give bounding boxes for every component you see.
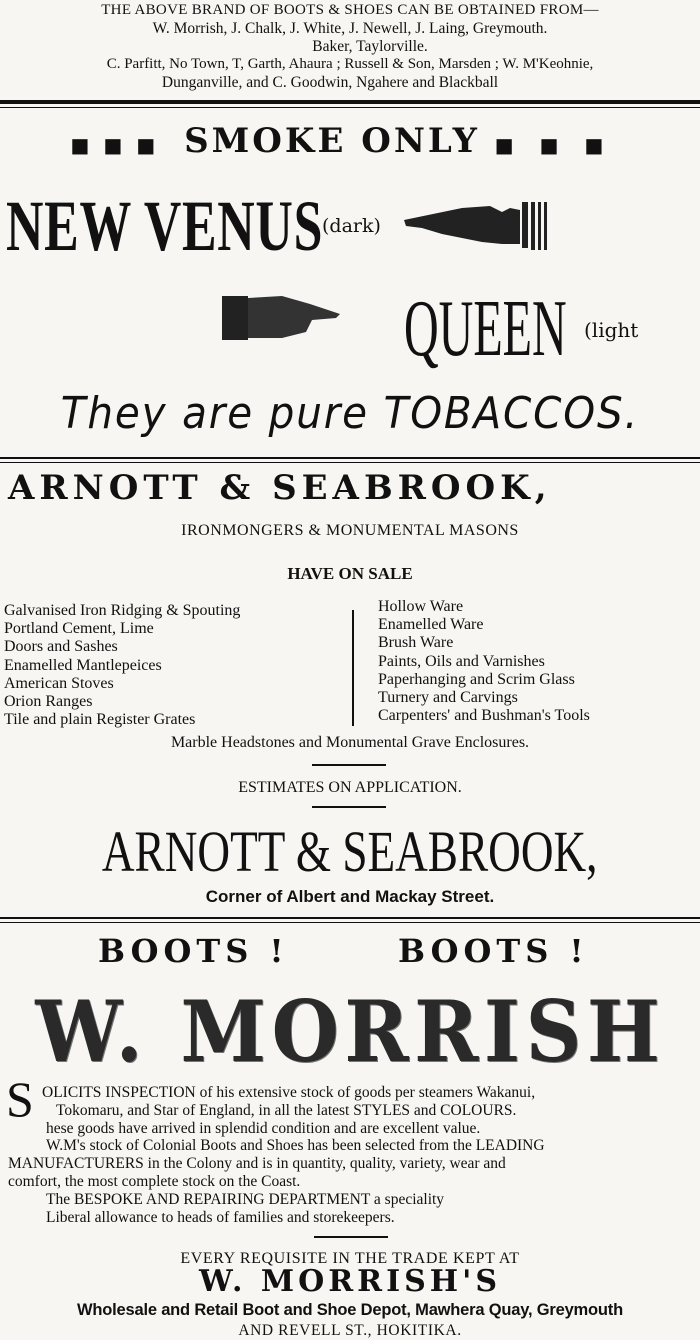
- list-item: Enamelled Ware: [378, 616, 484, 634]
- morrish-para-3c: comfort, the most complete stock on the Coast.: [8, 1173, 301, 1190]
- left-items-list: [4, 602, 240, 729]
- depot-line: Wholesale and Retail Boot and Shoe Depot, Mawhera Quay, Greymouth: [77, 1301, 623, 1319]
- marble-headstones-line: Marble Headstones and Monumental Grave Enclosures.: [170, 734, 530, 751]
- arnott-headline: ARNOTT & SEABROOK,: [8, 468, 552, 508]
- list-item: Carpenters' and Bushman's Tools: [378, 707, 590, 725]
- notice-line-1: THE ABOVE BRAND OF BOOTS & SHOES CAN BE OBTAINED FROM—: [101, 2, 599, 18]
- morrish-name-large: [0, 982, 700, 1081]
- notice-line-5: Dunganville, and C. Goodwin, Ngahere and Blackball: [161, 74, 499, 91]
- short-rule: [314, 1236, 388, 1238]
- list-item: Orion Ranges: [4, 693, 93, 711]
- morrish-para-3b: MANUFACTURERS in the Colony and is in quantity, quality, variety, wear and: [8, 1155, 506, 1172]
- morrish-para-2: hese goods have arrived in splendid condition and are excellent value.: [46, 1120, 481, 1137]
- notice-line-4: C. Parfitt, No Town, T, Garth, Ahaura ; Russell & Son, Marsden ; W. M'Keohnie,: [106, 56, 594, 72]
- arnott-name-text: ARNOTT & SEABROOK,: [102, 819, 598, 884]
- tobacco-tagline: They are pure TOBACCOS.: [60, 388, 640, 439]
- arnott-address: Corner of Albert and Mackay Street.: [205, 887, 495, 906]
- requisite-line: EVERY REQUISITE IN THE TRADE KEPT AT: [180, 1250, 520, 1267]
- notice-line-2: W. Morrish, J. Chalk, J. White, J. Newell, J. Laing, Greymouth.: [152, 20, 548, 37]
- boots-heading-2: BOOTS !: [398, 932, 589, 970]
- boots-heading-1: BOOTS !: [98, 932, 289, 970]
- divider-rule-thin: [0, 922, 700, 923]
- new-venus-text: NEW VENUS: [6, 186, 324, 266]
- right-items-list: [378, 598, 590, 725]
- dark-note: (dark): [322, 215, 381, 237]
- short-rule: [312, 764, 386, 766]
- list-item: Hollow Ware: [378, 598, 464, 615]
- notice-line-3: Baker, Taylorville.: [312, 38, 428, 55]
- column-divider: [352, 610, 354, 726]
- ornament-dots-left: ■■■: [70, 133, 170, 157]
- estimates-line: ESTIMATES ON APPLICATION.: [238, 779, 462, 796]
- divider-rule-thin: [0, 107, 700, 108]
- ornament-dots-right: ■■■: [494, 133, 630, 157]
- light-note: (light: [584, 318, 639, 342]
- revell-line: AND REVELL ST., HOKITIKA.: [238, 1322, 462, 1339]
- list-item: Paperhanging and Scrim Glass: [378, 670, 575, 688]
- pointing-hand-icon-2: [222, 292, 342, 342]
- divider-rule: [0, 457, 700, 459]
- list-item: Doors and Sashes: [4, 638, 118, 656]
- divider-rule: [0, 917, 700, 919]
- morrish-name-medium: W. MORRISH'S: [198, 1264, 501, 1299]
- divider-rule: [0, 100, 700, 104]
- list-item: Enamelled Mantlepeices: [4, 656, 162, 674]
- list-item: Portland Cement, Lime: [4, 620, 154, 638]
- morrish-para-4: The BESPOKE AND REPAIRING DEPARTMENT a speciality: [46, 1191, 445, 1208]
- list-item: Brush Ware: [378, 634, 454, 652]
- divider-rule-thin: [0, 462, 700, 463]
- pointing-hand-icon: [402, 198, 552, 250]
- smoke-only-headline: [0, 121, 700, 161]
- list-item: Galvanised Iron Ridging & Spouting: [4, 602, 241, 619]
- morrish-para-1b: Tokomaru, and Star of England, in all the latest STYLES and COLOURS.: [56, 1102, 517, 1119]
- arnott-subtitle: IRONMONGERS & MONUMENTAL MASONS: [181, 522, 519, 539]
- have-on-sale-heading: HAVE ON SALE: [287, 564, 413, 583]
- list-item: Tile and plain Register Grates: [4, 711, 196, 729]
- morrish-name-text: W. MORRISH: [34, 982, 666, 1081]
- list-item: Paints, Oils and Varnishes: [378, 652, 545, 670]
- queen-text: QUEEN: [404, 285, 567, 373]
- morrish-para-5: Liberal allowance to heads of families and storekeepers.: [46, 1209, 395, 1226]
- list-item: American Stoves: [4, 674, 114, 692]
- smoke-only-text: SMOKE ONLY: [184, 121, 480, 161]
- arnott-name-large: [0, 818, 700, 885]
- morrish-para-1a: OLICITS INSPECTION of his extensive stock of goods per steamers Wakanui,: [42, 1084, 536, 1101]
- drop-cap: S: [6, 1071, 34, 1127]
- short-rule: [312, 806, 386, 808]
- morrish-para-3a: W.M's stock of Colonial Boots and Shoes has been selected from the LEADING: [46, 1137, 545, 1154]
- list-item: Turnery and Carvings: [378, 689, 518, 707]
